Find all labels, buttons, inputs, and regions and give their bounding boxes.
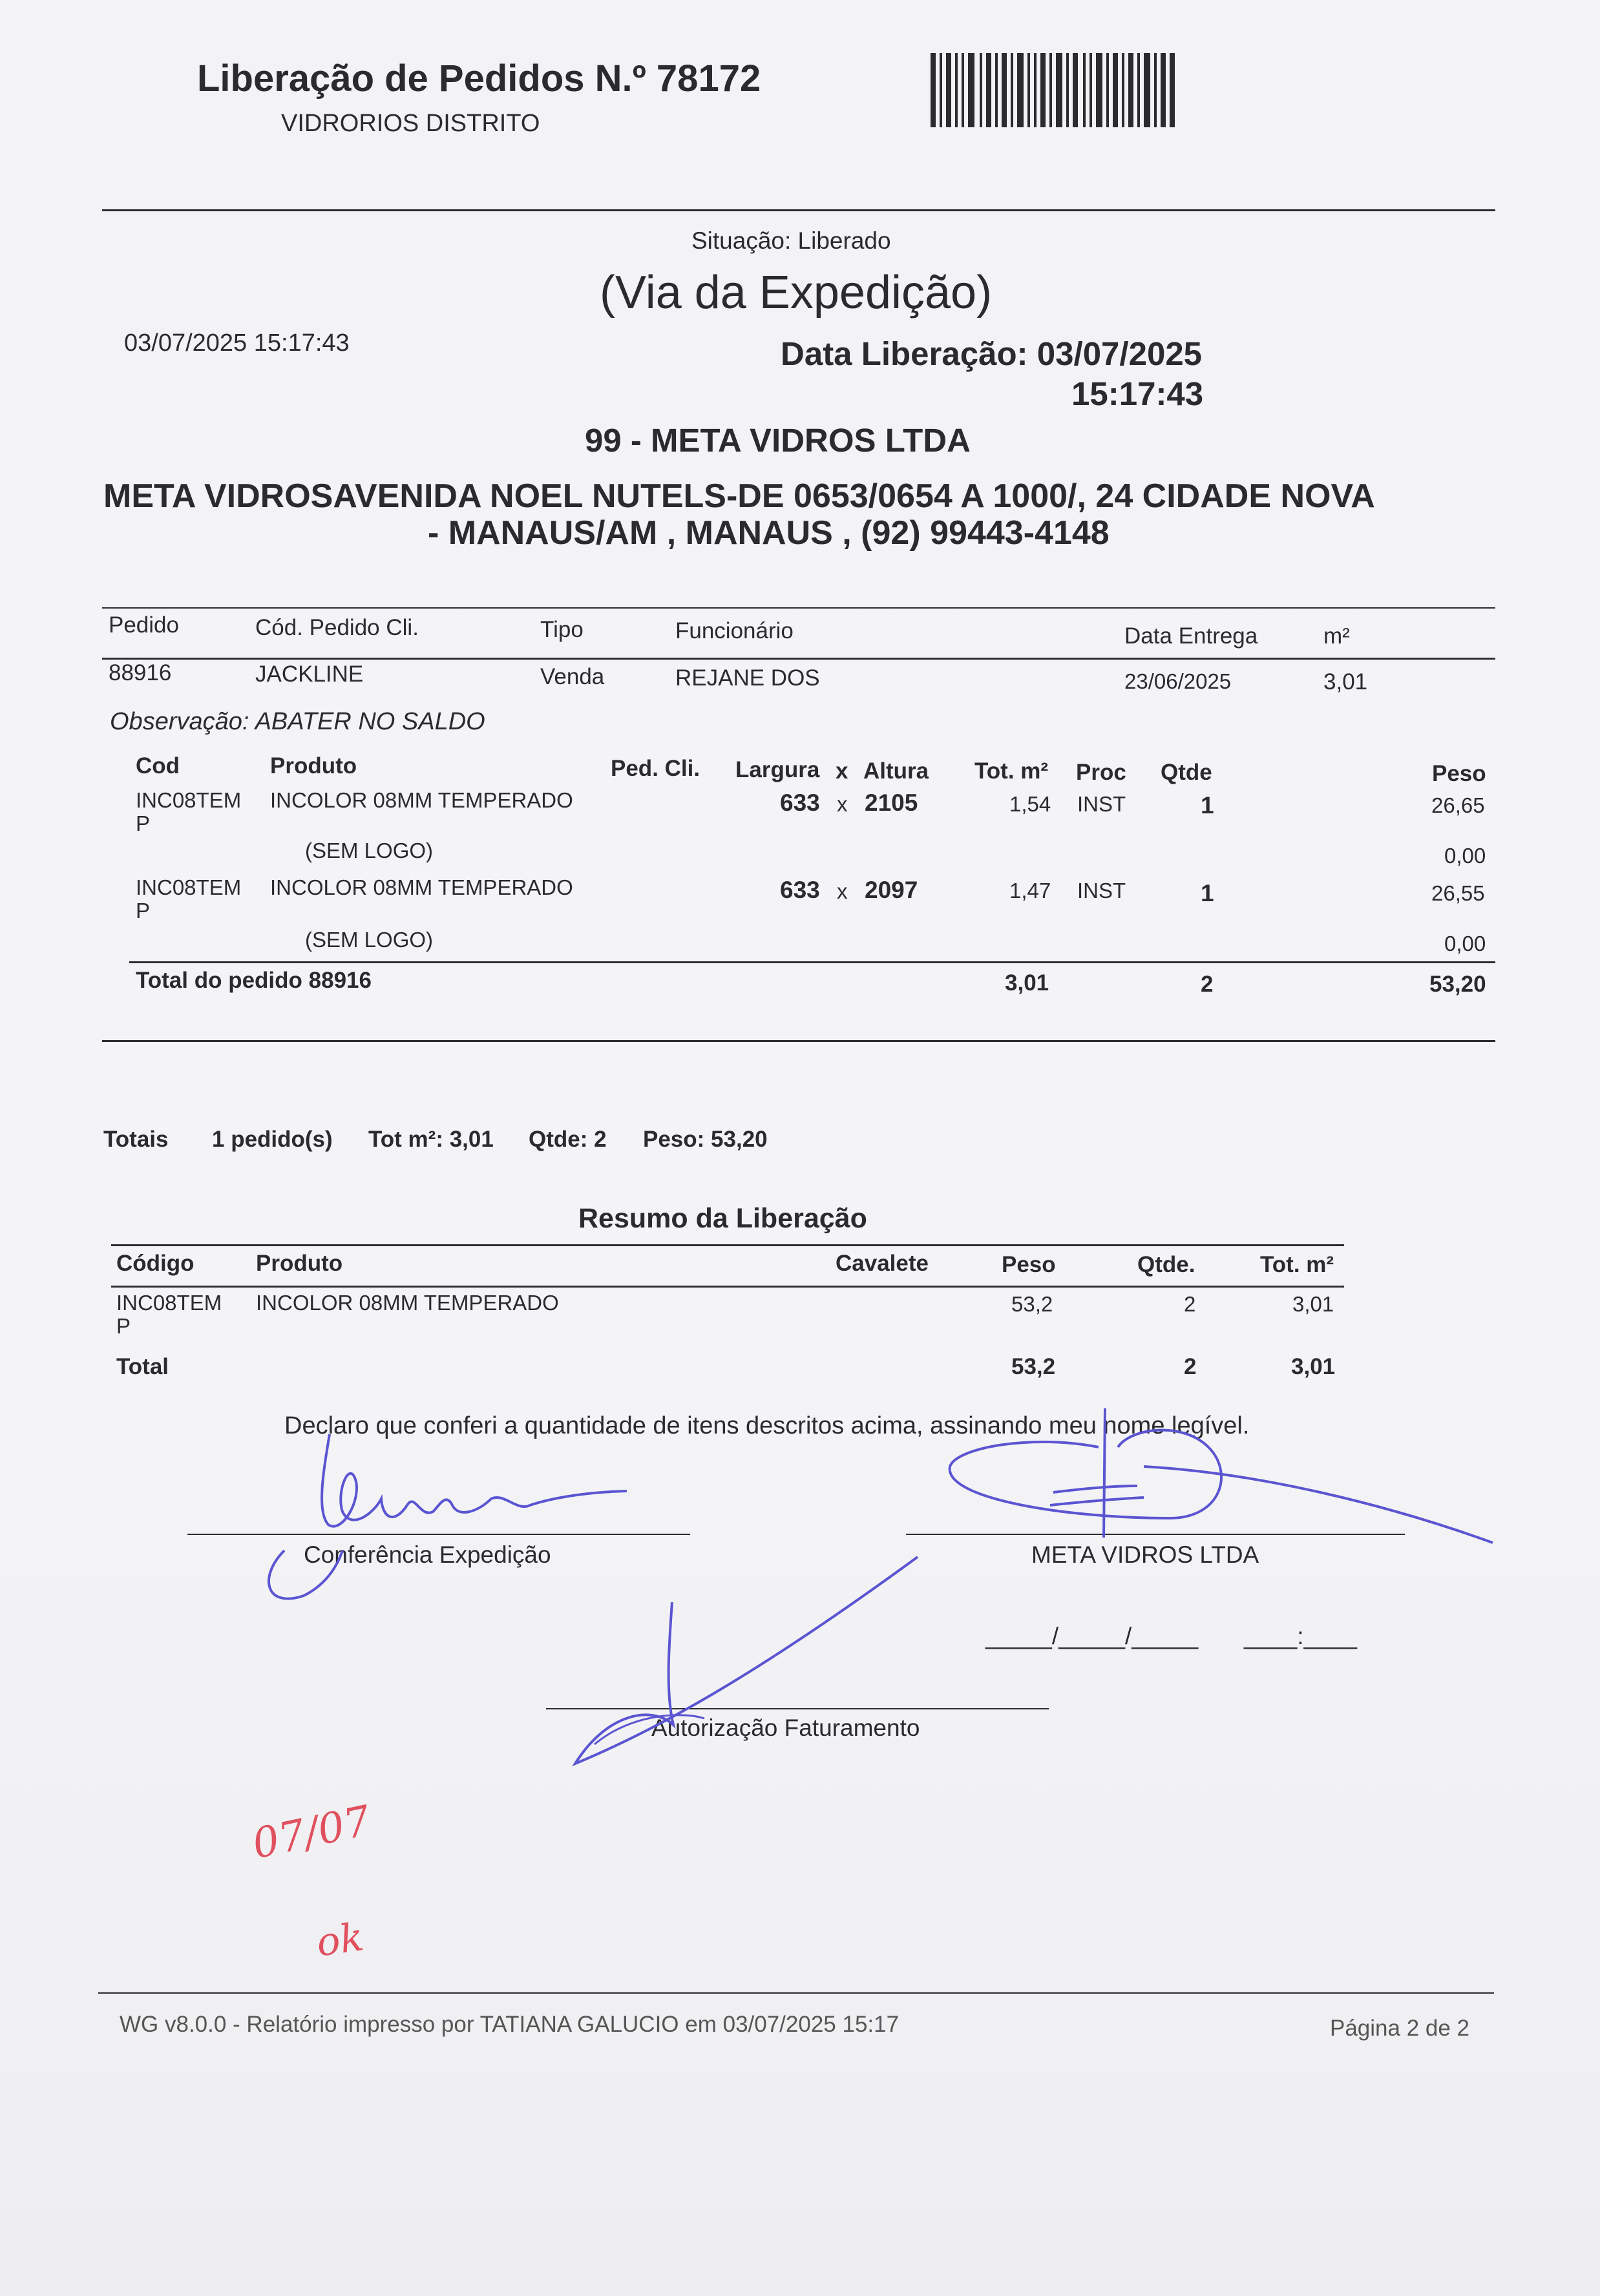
signature-line-meta: [906, 1534, 1405, 1535]
order-total-peso: 53,20: [1429, 972, 1486, 997]
signature-line-faturamento: [546, 1708, 1049, 1709]
summary-top-rule: [111, 1244, 1344, 1246]
release-time: 15:17:43: [1071, 375, 1204, 412]
items-header-ped-cli: Ped. Cli.: [611, 756, 700, 781]
via-title: (Via da Expedição): [600, 267, 993, 318]
summary-row-codigo-cont: P: [116, 1314, 131, 1338]
summary-total-label: Total: [116, 1354, 169, 1379]
totals-qtde: Qtde: 2: [529, 1127, 607, 1152]
item-2-cod: INC08TEM: [136, 875, 242, 899]
item-1-largura: 633: [780, 789, 820, 816]
client-address-line1: META VIDROSAVENIDA NOEL NUTELS-DE 0653/0654 A 1000/, 24 CIDADE NOVA: [103, 477, 1375, 515]
item-2-peso: 26,55: [1431, 881, 1485, 905]
item-1-cod-cont: P: [136, 811, 151, 835]
item-2-qtde: 1: [1201, 880, 1214, 906]
item-1-sub-peso: 0,00: [1444, 844, 1486, 868]
signature-time-blank: ____:____: [1244, 1623, 1357, 1649]
item-2-produto: INCOLOR 08MM TEMPERADO: [270, 875, 573, 899]
document-title: Liberação de Pedidos N.º 78172: [197, 57, 761, 99]
declaration-text: Declaro que conferi a quantidade de itens descritos acima, assinando meu nome legível.: [284, 1412, 1250, 1439]
item-1-altura: 2105: [865, 789, 918, 816]
summary-row-tot-m2: 3,01: [1292, 1292, 1334, 1316]
client-address-line2: - MANAUS/AM , MANAUS , (92) 99443-4148: [428, 514, 1110, 552]
items-header-altura: Altura: [863, 758, 929, 784]
item-1-cod: INC08TEM: [136, 788, 242, 812]
order-header-tipo: Tipo: [540, 617, 584, 642]
item-1-sub: (SEM LOGO): [305, 839, 434, 862]
summary-header-cavalete: Cavalete: [836, 1251, 929, 1276]
item-1-proc: INST: [1077, 792, 1126, 816]
observation: Observação: ABATER NO SALDO: [110, 708, 485, 735]
order-header-rule: [102, 658, 1495, 660]
summary-title: Resumo da Liberação: [578, 1203, 867, 1234]
summary-row-qtde: 2: [1184, 1292, 1196, 1316]
item-2-cod-cont: P: [136, 899, 151, 923]
items-header-qtde: Qtde: [1161, 760, 1212, 785]
item-2-x: x: [837, 879, 848, 903]
summary-row-peso: 53,2: [1011, 1292, 1053, 1316]
summary-header-tot-m2: Tot. m²: [1260, 1252, 1334, 1277]
footer-printed-by: WG v8.0.0 - Relatório impresso por TATIANA GALUCIO em 03/07/2025 15:17: [120, 2012, 900, 2037]
order-header-funcionario: Funcionário: [675, 618, 794, 643]
order-table-top-rule: [102, 607, 1495, 609]
summary-total-qtde: 2: [1184, 1354, 1197, 1379]
company-name: VIDRORIOS DISTRITO: [281, 110, 540, 137]
summary-header-qtde: Qtde.: [1137, 1252, 1195, 1277]
print-datetime: 03/07/2025 15:17:43: [124, 329, 350, 357]
item-1-x: x: [837, 792, 848, 816]
items-bottom-rule: [102, 1040, 1495, 1042]
order-cell-pedido: 88916: [109, 660, 172, 685]
signature-label-faturamento: Autorização Faturamento: [651, 1715, 920, 1741]
item-2-altura: 2097: [865, 877, 918, 903]
status-text: Situação: Liberado: [691, 227, 891, 254]
item-2-proc: INST: [1077, 879, 1126, 903]
release-date: Data Liberação: 03/07/2025: [781, 335, 1203, 372]
summary-row-codigo: INC08TEM: [116, 1291, 222, 1315]
footer-page-number: Página 2 de 2: [1330, 2016, 1470, 2041]
client-name: 99 - META VIDROS LTDA: [585, 422, 971, 459]
order-cell-m2: 3,01: [1323, 669, 1368, 694]
items-total-rule: [129, 961, 1495, 963]
order-header-cod-cli: Cód. Pedido Cli.: [255, 615, 419, 640]
order-total-m2: 3,01: [1005, 970, 1049, 996]
order-cell-cod-cli: JACKLINE: [255, 662, 364, 687]
item-2-sub: (SEM LOGO): [305, 928, 434, 952]
item-1-tot-m2: 1,54: [1009, 792, 1051, 816]
item-1-qtde: 1: [1201, 792, 1214, 819]
summary-header-rule: [111, 1286, 1344, 1288]
totals-pedidos: 1 pedido(s): [212, 1127, 333, 1152]
signature-line-expedicao: [187, 1534, 690, 1535]
summary-header-peso: Peso: [1002, 1252, 1056, 1277]
barcode-icon: [931, 53, 1176, 127]
summary-total-tot-m2: 3,01: [1291, 1354, 1336, 1379]
item-1-produto: INCOLOR 08MM TEMPERADO: [270, 788, 573, 812]
handwritten-signature-expedicao: [246, 1421, 646, 1615]
items-header-proc: Proc: [1076, 760, 1126, 785]
summary-header-produto: Produto: [256, 1251, 343, 1276]
handwritten-date: 07/07: [248, 1797, 375, 1869]
items-header-cod: Cod: [136, 753, 180, 778]
order-header-data-entrega: Data Entrega: [1124, 623, 1258, 649]
order-cell-data-entrega: 23/06/2025: [1124, 669, 1232, 693]
header-divider: [102, 209, 1495, 211]
item-1-peso: 26,65: [1431, 793, 1485, 817]
totals-peso: Peso: 53,20: [643, 1127, 768, 1152]
summary-row-produto: INCOLOR 08MM TEMPERADO: [256, 1291, 559, 1315]
items-header-x: x: [836, 758, 848, 784]
item-2-tot-m2: 1,47: [1009, 879, 1051, 903]
items-header-peso: Peso: [1432, 761, 1486, 786]
item-2-sub-peso: 0,00: [1444, 932, 1486, 955]
item-2-largura: 633: [780, 877, 820, 903]
items-header-tot-m2: Tot. m²: [974, 758, 1049, 784]
totals-label: Totais: [103, 1127, 169, 1152]
signature-label-expedicao: Conferência Expedição: [304, 1541, 551, 1568]
order-total-qtde: 2: [1201, 972, 1214, 997]
signature-label-meta: META VIDROS LTDA: [1031, 1541, 1259, 1568]
summary-total-peso: 53,2: [1011, 1354, 1056, 1379]
order-header-pedido: Pedido: [109, 612, 179, 638]
totals-tot-m2: Tot m²: 3,01: [368, 1127, 494, 1152]
footer-rule: [98, 1992, 1494, 1994]
order-cell-tipo: Venda: [540, 664, 605, 689]
items-header-largura: Largura: [735, 757, 820, 782]
summary-header-codigo: Código: [116, 1251, 195, 1276]
items-header-produto: Produto: [270, 753, 357, 778]
order-cell-funcionario: REJANE DOS: [675, 665, 820, 691]
signature-date-blank: _____/_____/_____: [985, 1623, 1199, 1649]
order-header-m2: m²: [1323, 623, 1350, 649]
handwritten-ok: ok: [313, 1914, 367, 1966]
order-total-label: Total do pedido 88916: [136, 968, 372, 993]
